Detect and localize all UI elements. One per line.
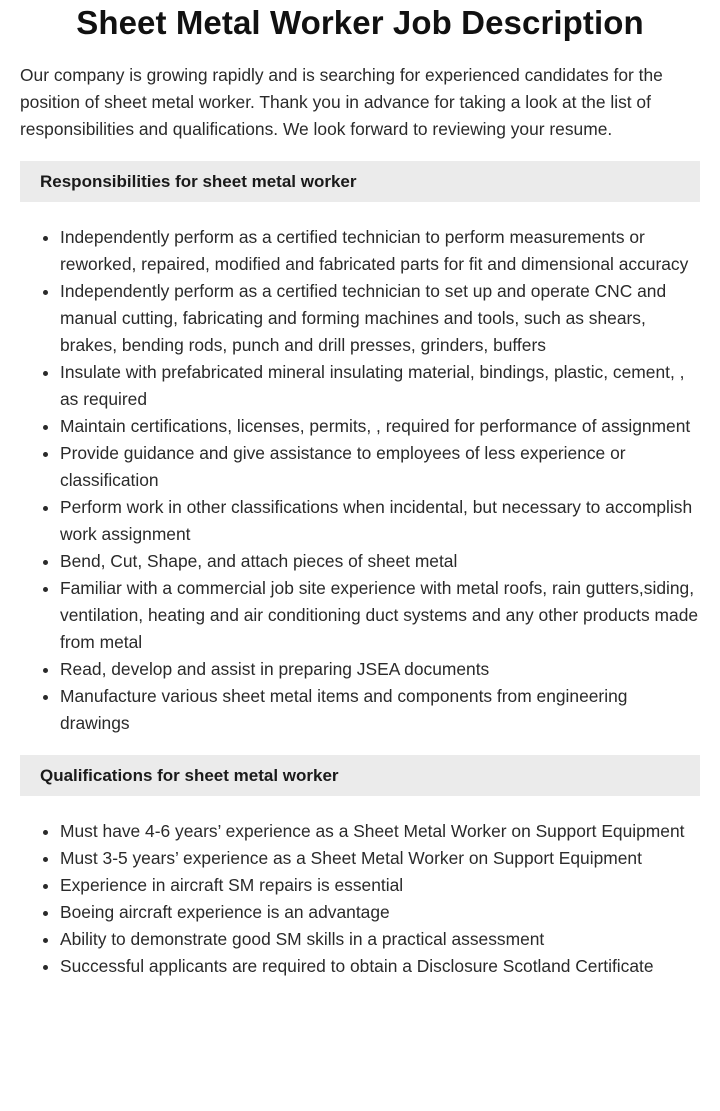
intro-paragraph: Our company is growing rapidly and is searching for experienced candidates for the position of sheet metal worker. Thank you in advance for taking a look at the list of responsibilities and qualifications. We look forward to reviewing your resume. — [20, 65, 663, 139]
responsibility-item: • Insulate with prefabricated mineral insulating material, bindings, plastic, cement, , as required — [60, 359, 700, 413]
qualifications-heading: Qualifications for sheet metal worker — [20, 755, 700, 796]
responsibility-item: • Bend, Cut, Shape, and attach pieces of sheet metal — [60, 548, 700, 575]
qualification-item: • Boeing aircraft experience is an advantage — [60, 899, 700, 926]
page-title: Sheet Metal Worker Job Description — [76, 4, 644, 41]
qualification-item: • Ability to demonstrate good SM skills in a practical assessment — [60, 926, 700, 953]
responsibility-item: • Familiar with a commercial job site experience with metal roofs, rain gutters,siding, ventilation, heating and air conditioning duct systems and any other products made from metal — [60, 575, 700, 656]
responsibility-item: • Maintain certifications, licenses, permits, , required for performance of assignment — [60, 413, 700, 440]
responsibility-item: • Provide guidance and give assistance to employees of less experience or classification — [60, 440, 700, 494]
responsibility-item: • Read, develop and assist in preparing JSEA documents — [60, 656, 700, 683]
qualification-item: • Must have 4-6 years’ experience as a Sheet Metal Worker on Support Equipment — [60, 818, 700, 845]
qualifications-list — [20, 818, 700, 980]
qualification-item: • Experience in aircraft SM repairs is essential — [60, 872, 700, 899]
qualification-item: • Must 3-5 years’ experience as a Sheet Metal Worker on Support Equipment — [60, 845, 700, 872]
responsibility-item: • Manufacture various sheet metal items and components from engineering drawings — [60, 683, 700, 737]
qualification-item: • Successful applicants are required to obtain a Disclosure Scotland Certificate — [60, 953, 700, 980]
responsibility-item: • Independently perform as a certified technician to set up and operate CNC and manual cutting, fabricating and forming machines and tools, such as shears, brakes, bending rods, punch and drill presses, grinders, buffers — [60, 278, 700, 359]
responsibility-item: • Perform work in other classifications when incidental, but necessary to accomplish work assignment — [60, 494, 700, 548]
responsibility-item: • Independently perform as a certified technician to perform measurements or reworked, repaired, modified and fabricated parts for fit and dimensional accuracy — [60, 224, 700, 278]
responsibilities-heading: Responsibilities for sheet metal worker — [20, 161, 700, 202]
responsibilities-list — [20, 224, 700, 737]
